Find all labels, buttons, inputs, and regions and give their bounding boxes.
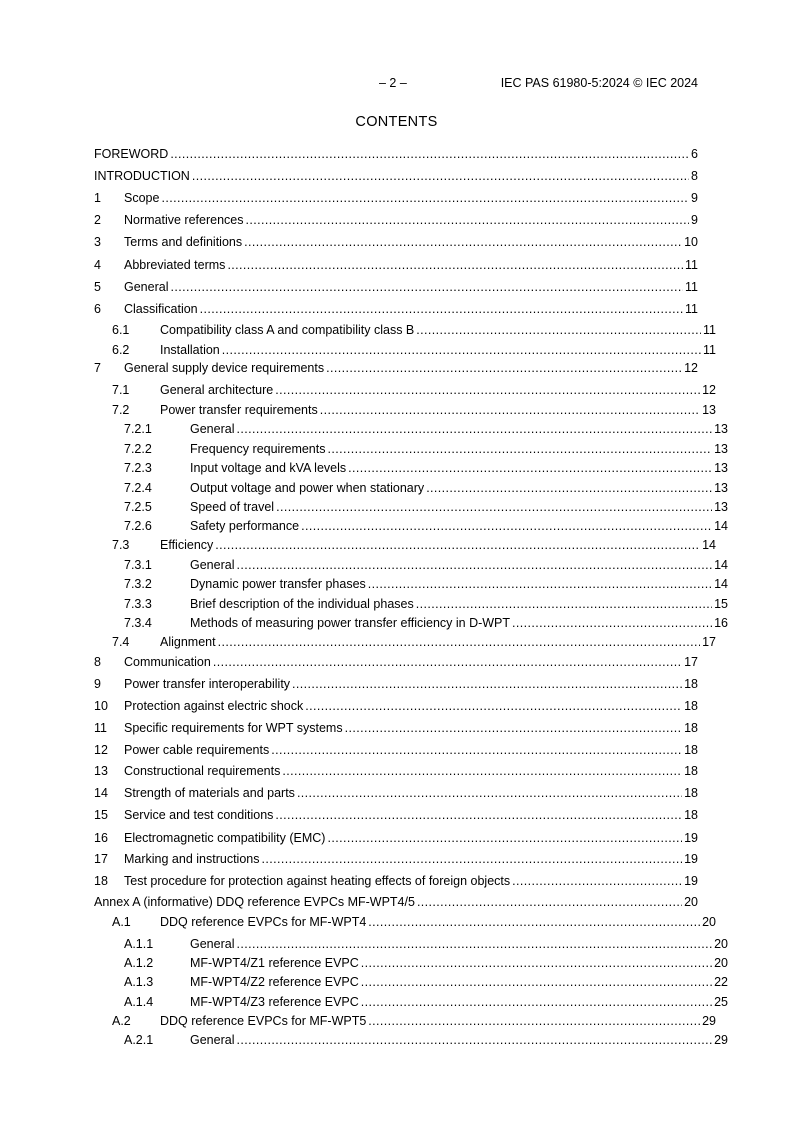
toc-entry-page: 14	[714, 558, 728, 572]
dot-leader	[292, 676, 682, 692]
toc-entry-title: Brief description of the individual phases	[190, 597, 414, 611]
toc-entry-title: Dynamic power transfer phases	[190, 577, 366, 591]
toc-entry-page: 20	[702, 915, 716, 929]
dot-leader	[368, 576, 712, 592]
toc-entry-page: 8	[691, 169, 698, 183]
toc-entry[interactable]	[94, 676, 698, 692]
toc-entry-page: 25	[714, 995, 728, 1009]
toc-entry-page: 11	[703, 323, 716, 337]
toc-entry-number: 7.3.1	[124, 558, 152, 572]
dot-leader	[276, 499, 712, 515]
toc-entry-title: Scope	[124, 191, 160, 205]
dot-leader	[222, 342, 701, 358]
toc-entry-page: 14	[714, 577, 728, 591]
toc-entry-title: Abbreviated terms	[124, 258, 226, 272]
dot-leader	[305, 698, 682, 714]
toc-entry-page: 11	[703, 343, 716, 357]
toc-entry[interactable]	[94, 785, 698, 801]
toc-entry-title: MF-WPT4/Z3 reference EVPC	[190, 995, 359, 1009]
toc-entry-number: 9	[94, 677, 101, 691]
dot-leader	[361, 974, 712, 990]
toc-entry-page: 11	[685, 302, 698, 316]
toc-entry-page: 14	[702, 538, 716, 552]
toc-entry-page: 13	[714, 500, 728, 514]
toc-entry-number: 7.2.3	[124, 461, 152, 475]
toc-entry[interactable]	[94, 807, 698, 823]
toc-entry-title: DDQ reference EVPCs for MF-WPT4	[160, 915, 367, 929]
dot-leader	[282, 763, 682, 779]
toc-entry[interactable]	[94, 460, 728, 476]
toc-entry-title: Communication	[124, 655, 211, 669]
toc-entry[interactable]	[94, 1013, 716, 1029]
toc-entry-title: Power transfer interoperability	[124, 677, 291, 691]
toc-entry-number: 5	[94, 280, 101, 294]
dot-leader	[236, 557, 712, 573]
toc-entry-number: 18	[94, 874, 108, 888]
toc-entry-page: 29	[702, 1014, 716, 1028]
toc-entry-title: General	[190, 422, 235, 436]
dot-leader	[301, 518, 712, 534]
dot-leader	[170, 146, 689, 162]
toc-entry-title: INTRODUCTION	[94, 169, 190, 183]
toc-entry-page: 15	[714, 597, 728, 611]
toc-entry-number: 7.2.4	[124, 481, 152, 495]
toc-entry[interactable]	[94, 301, 698, 317]
toc-entry-page: 11	[685, 258, 698, 272]
toc-entry-title: General	[190, 937, 235, 951]
dot-leader	[348, 460, 712, 476]
dot-leader	[218, 634, 701, 650]
toc-entry[interactable]	[94, 441, 728, 457]
toc-entry-number: 7.3	[112, 538, 130, 552]
toc-entry-number: 7.2.6	[124, 519, 152, 533]
toc-entry-number: 15	[94, 808, 108, 822]
toc-entry-page: 11	[685, 280, 698, 294]
toc-entry-page: 9	[691, 191, 698, 205]
toc-entry[interactable]	[94, 480, 728, 496]
toc-entry-title: Strength of materials and parts	[124, 786, 295, 800]
toc-entry-number: 7.2.1	[124, 422, 152, 436]
toc-entry-number: 7	[94, 361, 101, 375]
toc-entry[interactable]	[94, 518, 728, 534]
toc-entry-page: 14	[714, 519, 728, 533]
toc-entry-page: 13	[714, 422, 728, 436]
dot-leader	[345, 720, 683, 736]
toc-entry-number: 7.2.5	[124, 500, 152, 514]
toc-entry-number: 3	[94, 235, 101, 249]
toc-entry[interactable]	[94, 596, 728, 612]
dot-leader	[326, 360, 682, 376]
toc-entry-title: Efficiency	[160, 538, 214, 552]
toc-entry-page: 20	[684, 895, 698, 909]
toc-entry-page: 18	[684, 764, 698, 778]
toc-entry[interactable]	[94, 360, 698, 376]
toc-entry[interactable]	[94, 698, 698, 714]
toc-entry[interactable]	[94, 190, 698, 206]
toc-entry-title: Marking and instructions	[124, 852, 260, 866]
dot-leader	[161, 190, 689, 206]
toc-entry-number: 6.2	[112, 343, 130, 357]
dot-leader	[236, 421, 712, 437]
toc-entry-title: Power transfer requirements	[160, 403, 318, 417]
toc-entry[interactable]	[94, 342, 716, 358]
toc-entry-title: Specific requirements for WPT systems	[124, 721, 343, 735]
toc-entry-number: 2	[94, 213, 101, 227]
toc-entry-title: Constructional requirements	[124, 764, 281, 778]
toc-entry-number: 7.2.2	[124, 442, 152, 456]
toc-entry-page: 19	[684, 852, 698, 866]
toc-entry-number: A.2	[112, 1014, 131, 1028]
toc-entry-title: Speed of travel	[190, 500, 275, 514]
toc-entry-page: 17	[702, 635, 716, 649]
toc-entry-page: 20	[714, 937, 728, 951]
toc-entry[interactable]	[94, 499, 728, 515]
toc-entry-number: 7.4	[112, 635, 130, 649]
toc-entry[interactable]	[94, 557, 728, 573]
toc-entry[interactable]	[94, 615, 728, 631]
toc-entry-page: 10	[684, 235, 698, 249]
dot-leader	[192, 168, 689, 184]
toc-entry-page: 13	[714, 442, 728, 456]
page-header	[94, 76, 698, 92]
toc-entry-page: 18	[684, 699, 698, 713]
dot-leader	[416, 596, 712, 612]
dot-leader	[327, 830, 682, 846]
toc-entry-page: 19	[684, 874, 698, 888]
dot-leader	[368, 1013, 700, 1029]
page-title: CONTENTS	[355, 114, 438, 130]
toc-entry-title: Frequency requirements	[190, 442, 326, 456]
toc-entry[interactable]	[94, 914, 716, 930]
toc-entry-number: 6.1	[112, 323, 130, 337]
toc-entry-title: DDQ reference EVPCs for MF-WPT5	[160, 1014, 367, 1028]
toc-entry-title: FOREWORD	[94, 147, 169, 161]
toc-entry-title: Output voltage and power when stationary	[190, 481, 425, 495]
toc-entry-number: A.1.3	[124, 975, 154, 989]
toc-entry-page: 22	[714, 975, 728, 989]
page-number: – 2 –	[379, 76, 407, 90]
toc-entry[interactable]	[94, 168, 698, 184]
toc-entry-page: 18	[684, 743, 698, 757]
toc-entry-number: 17	[94, 852, 108, 866]
toc-entry-number: 6	[94, 302, 101, 316]
dot-leader	[213, 654, 682, 670]
toc-entry-title: Compatibility class A and compatibility class B	[160, 323, 415, 337]
toc-entry-number: 7.2	[112, 403, 130, 417]
toc-entry-number: 8	[94, 655, 101, 669]
dot-leader	[426, 480, 712, 496]
toc-entry-number: 7.3.4	[124, 616, 152, 630]
toc-entry-number: 14	[94, 786, 108, 800]
toc-entry[interactable]	[94, 830, 698, 846]
toc-entry-title: MF-WPT4/Z1 reference EVPC	[190, 956, 359, 970]
toc-entry[interactable]	[94, 634, 716, 650]
dot-leader	[297, 785, 682, 801]
toc-entry[interactable]	[94, 851, 698, 867]
toc-entry-title: Protection against electric shock	[124, 699, 304, 713]
toc-entry-title: General architecture	[160, 383, 274, 397]
toc-entry[interactable]	[94, 994, 728, 1010]
toc-entry-page: 19	[684, 831, 698, 845]
toc-entry[interactable]	[94, 279, 698, 295]
toc-entry[interactable]	[94, 1032, 728, 1048]
toc-entry-page: 13	[714, 481, 728, 495]
toc-entry[interactable]	[94, 654, 698, 670]
dot-leader	[275, 382, 700, 398]
dot-leader	[236, 936, 712, 952]
toc-entry-number: 7.1	[112, 383, 130, 397]
toc-entry-number: A.2.1	[124, 1033, 154, 1047]
dot-leader	[361, 994, 712, 1010]
toc-entry-page: 12	[684, 361, 698, 375]
toc-entry-number: 7.3.3	[124, 597, 152, 611]
toc-entry-page: 18	[684, 786, 698, 800]
toc-entry-number: A.1	[112, 915, 131, 929]
toc-entry[interactable]	[94, 576, 728, 592]
toc-entry-page: 20	[714, 956, 728, 970]
toc-entry-number: A.1.4	[124, 995, 154, 1009]
toc-entry-page: 18	[684, 808, 698, 822]
toc-entry[interactable]	[94, 763, 698, 779]
toc-entry-title: General	[124, 280, 169, 294]
toc-entry[interactable]	[94, 382, 716, 398]
dot-leader	[227, 257, 683, 273]
toc-entry-title: Classification	[124, 302, 198, 316]
dot-leader	[416, 322, 701, 338]
toc-entry[interactable]	[94, 936, 728, 952]
dot-leader	[200, 301, 683, 317]
toc-entry[interactable]	[94, 146, 698, 162]
toc-entry-title: Safety performance	[190, 519, 300, 533]
toc-entry[interactable]	[94, 322, 716, 338]
dot-leader	[271, 742, 682, 758]
toc-entry[interactable]	[94, 720, 698, 736]
toc-entry[interactable]	[94, 402, 716, 418]
dot-leader	[368, 914, 700, 930]
toc-entry[interactable]	[94, 212, 698, 228]
toc-entry-page: 13	[702, 403, 716, 417]
toc-entry[interactable]	[94, 537, 716, 553]
toc-entry-title: General	[190, 1033, 235, 1047]
dot-leader	[320, 402, 700, 418]
toc-entry-page: 18	[684, 721, 698, 735]
dot-leader	[170, 279, 683, 295]
toc-entry-page: 29	[714, 1033, 728, 1047]
dot-leader	[246, 212, 690, 228]
toc-entry-page: 6	[691, 147, 698, 161]
toc-entry-title: Terms and definitions	[124, 235, 243, 249]
toc-entry[interactable]	[94, 421, 728, 437]
dot-leader	[361, 955, 712, 971]
toc-entry[interactable]	[94, 974, 728, 990]
toc-entry-number: 10	[94, 699, 108, 713]
toc-entry-title: General supply device requirements	[124, 361, 325, 375]
toc-entry[interactable]	[94, 234, 698, 250]
dot-leader	[512, 615, 712, 631]
toc-entry[interactable]	[94, 873, 698, 889]
dot-leader	[236, 1032, 712, 1048]
dot-leader	[261, 851, 682, 867]
toc-entry-title: Test procedure for protection against heating effects of foreign objects	[124, 874, 511, 888]
toc-entry[interactable]	[94, 955, 728, 971]
toc-entry-title: Alignment	[160, 635, 216, 649]
toc-entry-number: 16	[94, 831, 108, 845]
dot-leader	[215, 537, 700, 553]
toc-entry[interactable]	[94, 894, 698, 910]
toc-entry-number: A.1.1	[124, 937, 154, 951]
toc-entry-title: Electromagnetic compatibility (EMC)	[124, 831, 326, 845]
toc-entry-number: A.1.2	[124, 956, 154, 970]
toc-entry[interactable]	[94, 742, 698, 758]
toc-entry-number: 11	[94, 721, 107, 735]
toc-entry-number: 7.3.2	[124, 577, 152, 591]
toc-entry[interactable]	[94, 257, 698, 273]
toc-entry-page: 17	[684, 655, 698, 669]
toc-entry-title: Service and test conditions	[124, 808, 274, 822]
document-id: IEC PAS 61980-5:2024 © IEC 2024	[500, 76, 698, 90]
toc-entry-number: 1	[94, 191, 101, 205]
toc-entry-number: 12	[94, 743, 108, 757]
toc-entry-page: 16	[714, 616, 728, 630]
toc-entry-number: 13	[94, 764, 108, 778]
toc-entry-title: Input voltage and kVA levels	[190, 461, 347, 475]
dot-leader	[275, 807, 682, 823]
toc-entry-page: 9	[691, 213, 698, 227]
toc-entry-page: 13	[714, 461, 728, 475]
toc-entry-page: 18	[684, 677, 698, 691]
toc-entry-page: 12	[702, 383, 716, 397]
toc-entry-title: General	[190, 558, 235, 572]
dot-leader	[512, 873, 682, 889]
dot-leader	[327, 441, 712, 457]
toc-entry-title: Normative references	[124, 213, 244, 227]
toc-entry-number: 4	[94, 258, 101, 272]
dot-leader	[244, 234, 682, 250]
toc-entry-title: Methods of measuring power transfer efficiency in D-WPT	[190, 616, 511, 630]
toc-entry-title: Annex A (informative) DDQ reference EVPCs MF-WPT4/5	[94, 895, 415, 909]
toc-entry-title: Installation	[160, 343, 220, 357]
toc-entry-title: Power cable requirements	[124, 743, 270, 757]
toc-entry-title: MF-WPT4/Z2 reference EVPC	[190, 975, 359, 989]
dot-leader	[417, 894, 682, 910]
